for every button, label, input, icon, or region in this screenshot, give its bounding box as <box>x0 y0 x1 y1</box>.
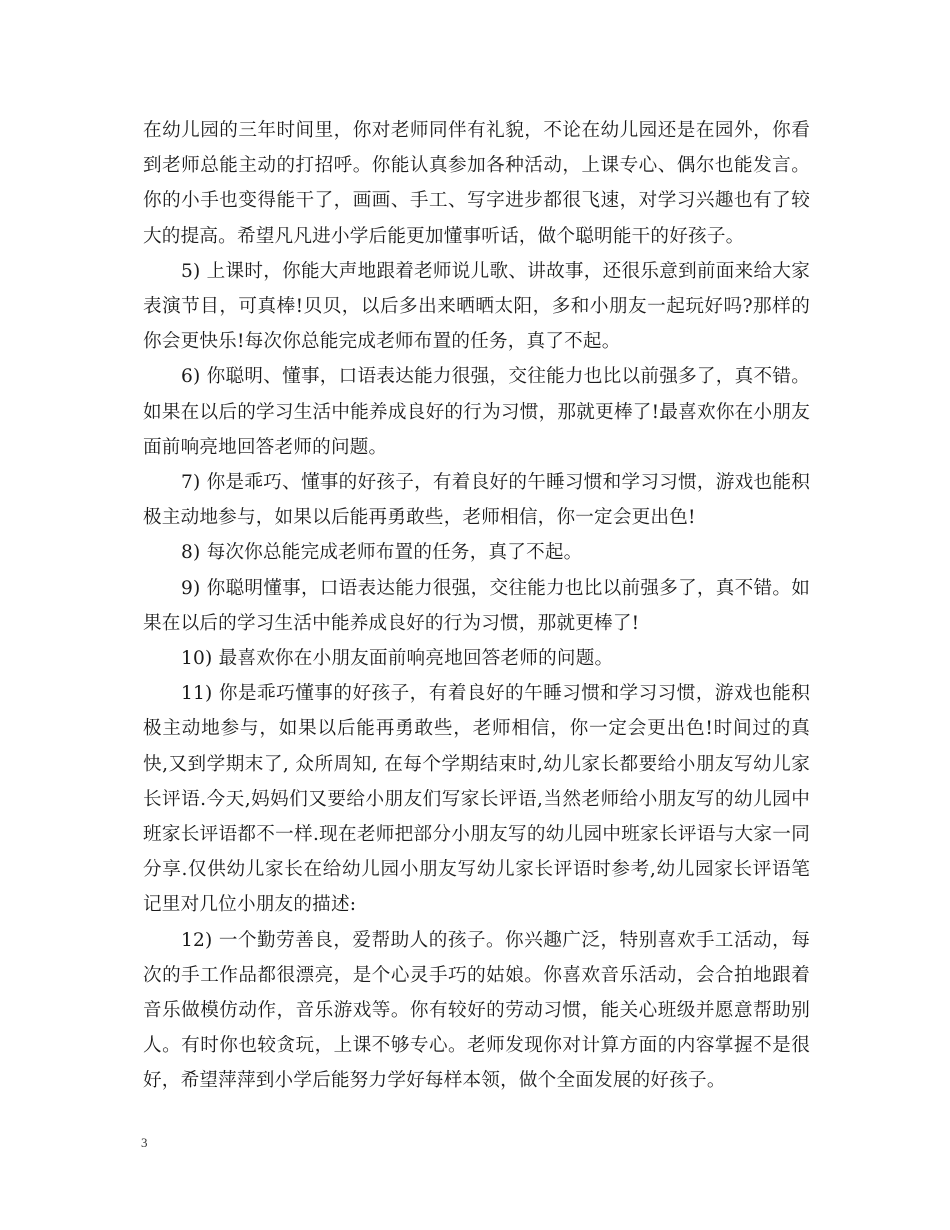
paragraph-item-7: 7) 你是乖巧、懂事的好孩子，有着良好的午睡习惯和学习习惯，游戏也能积极主动地参与，如果以后能再勇敢些，老师相信，你一定会更出色! <box>143 472 810 529</box>
page-number: 3 <box>141 1135 148 1150</box>
paragraph-item-5: 5) 上课时，你能大声地跟着老师说儿歌、讲故事，还很乐意到前面来给大家表演节目，可真棒!贝贝，以后多出来晒晒太阳，多和小朋友一起玩好吗?那样的你会更快乐!每次你总能完成老师布置的任务，真了不起。 <box>143 260 810 353</box>
paragraph-item-11: 11) 你是乖巧懂事的好孩子，有着良好的午睡习惯和学习习惯，游戏也能积极主动地参与，如果以后能再勇敢些，老师相信，你一定会更出色!时间过的真快,又到学期末了, 众所周知, 在每个学期结束时,幼儿家长都要给小朋友写幼儿家长评语.今天,妈妈们又要给小朋友们写家长评语,当然老师给小朋友写的幼儿园中班家长评语都不一样.现在老师把部分小朋友写的幼儿园中班家长评语与大家一同分享.仅供幼儿家长在给幼儿园小朋友写幼儿家长评语时参考,幼儿园家长评语笔记里对几位小朋友的描述: <box>143 683 810 916</box>
paragraph-item-9: 9) 你聪明懂事，口语表达能力很强，交往能力也比以前强多了，真不错。如果在以后的学习生活中能养成良好的行为习惯，那就更棒了! <box>143 577 810 634</box>
document-body <box>143 113 810 1099</box>
paragraph-item-6: 6) 你聪明、懂事，口语表达能力很强，交往能力也比以前强多了，真不错。如果在以后的学习生活中能养成良好的行为习惯，那就更棒了!最喜欢你在小朋友面前响亮地回答老师的问题。 <box>143 366 810 458</box>
paragraph-item-8: 8) 每次你总能完成老师布置的任务，真了不起。 <box>181 542 583 564</box>
paragraph-item-10: 10) 最喜欢你在小朋友面前响亮地回答老师的问题。 <box>181 648 614 670</box>
paragraph-intro: 在幼儿园的三年时间里，你对老师同伴有礼貌，不论在幼儿园还是在园外，你看到老师总能主动的打招呼。你能认真参加各种活动，上课专心、偶尔也能发言。你的小手也变得能干了，画画、手工、写字进步都很飞速，对学习兴趣也有了较大的提高。希望凡凡进小学后能更加懂事听话，做个聪明能干的好孩子。 <box>143 120 810 247</box>
paragraph-item-12: 12) 一个勤劳善良，爱帮助人的孩子。你兴趣广泛，特别喜欢手工活动，每次的手工作品都很漂亮，是个心灵手巧的姑娘。你喜欢音乐活动，会合拍地跟着音乐做模仿动作，音乐游戏等。你有较好的劳动习惯，能关心班级并愿意帮助别人。有时你也较贪玩，上课不够专心。老师发现你对计算方面的内容掌握不是很好，希望萍萍到小学后能努力学好每样本领，做个全面发展的好孩子。 <box>143 929 810 1092</box>
